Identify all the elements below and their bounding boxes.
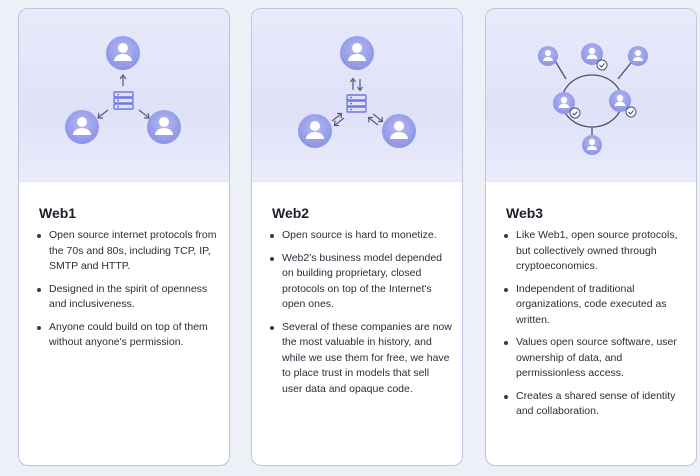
bullet-item: Designed in the spirit of openness and inclusiveness. [35, 282, 219, 313]
card-title: Web2 [272, 205, 310, 221]
user-avatar-icon [538, 46, 558, 66]
web2-illustration [252, 9, 462, 182]
bullet-list [35, 228, 219, 358]
bullet-item: Creates a shared sense of identity and collaboration. [502, 389, 686, 420]
bullet-list [268, 228, 452, 404]
bidirectional-arrow-icon [332, 114, 344, 126]
web2-card [251, 8, 463, 466]
web1-card [18, 8, 230, 466]
bullet-item: Web2's business model depended on building proprietary, closed protocols on top of the Internet's open ones. [268, 251, 452, 313]
bullet-item: Several of these companies are now the most valuable in history, and while we use them for free, we have to place trust in models that sell user data and opaque code. [268, 320, 452, 398]
bullet-item: Independent of traditional organizations, code executed as written. [502, 282, 686, 329]
bidirectional-arrow-icon [351, 79, 363, 91]
bidirectional-arrow-icon [369, 114, 383, 125]
bullet-item: Open source internet protocols from the 70s and 80s, including TCP, IP, SMTP and HTTP. [35, 228, 219, 275]
user-avatar-icon [340, 36, 374, 70]
arrow-icon [139, 110, 149, 118]
bullet-item: Values open source software, user ownership of data, and permissionless access. [502, 335, 686, 382]
user-avatar-icon [628, 46, 648, 66]
arrow-icon [98, 110, 108, 118]
server-icon [114, 92, 133, 109]
user-avatar-icon [106, 36, 140, 70]
user-avatar-icon [382, 114, 416, 148]
bullet-item: Anyone could build on top of them without anyone's permission. [35, 320, 219, 351]
bullet-item: Open source is hard to monetize. [268, 228, 452, 244]
web3-illustration [486, 9, 696, 182]
arrow-icon [120, 75, 126, 86]
card-title: Web3 [506, 205, 544, 221]
web1-illustration [19, 9, 229, 182]
server-icon [347, 95, 366, 112]
bullet-list [502, 228, 686, 427]
card-title: Web1 [39, 205, 77, 221]
user-avatar-icon [582, 135, 602, 155]
user-avatar-icon [147, 110, 181, 144]
bullet-item: Like Web1, open source protocols, but collectively owned through cryptoeconomics. [502, 228, 686, 275]
verified-check-icon [570, 108, 580, 118]
user-avatar-icon [298, 114, 332, 148]
verified-check-icon [626, 107, 636, 117]
user-avatar-icon [65, 110, 99, 144]
verified-check-icon [597, 60, 607, 70]
web3-card [485, 8, 697, 466]
